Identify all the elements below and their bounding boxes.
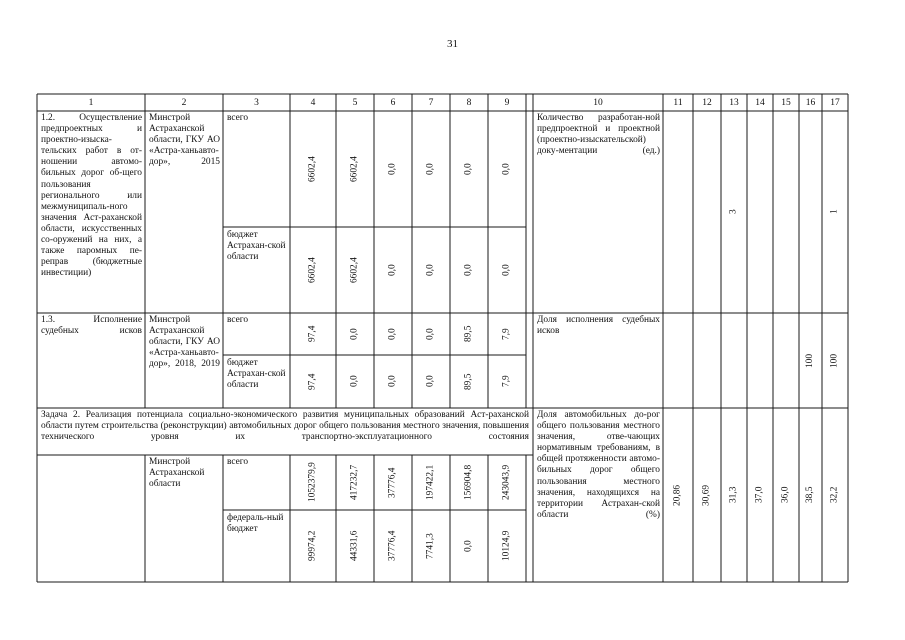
- value-cell: 99974,2: [307, 530, 318, 562]
- value-cell: 197422,1: [425, 464, 436, 501]
- target-cell: [747, 111, 773, 313]
- target-cell: [693, 111, 721, 313]
- col-header-5: 5: [352, 98, 358, 108]
- value-cell: 44331,6: [349, 530, 360, 562]
- value-cell: 37776,4: [387, 467, 398, 498]
- source-budget-1-3: бюджет Астрахан-ской области: [227, 358, 286, 391]
- target-cell: 37,0: [754, 486, 765, 504]
- target-cell: 38,5: [805, 486, 815, 504]
- value-cell: 6602,4: [349, 156, 360, 182]
- target-cell: 31,3: [728, 486, 739, 504]
- indicator-task-2: Доля автомобильных до-рог общего пользования местного значения, отве-чающих нормативным требованиям, в общей протяженности автомо-бильных дорог общего пользования местного значения, находящихся на территории Астрахан-ской области (%): [537, 410, 660, 520]
- col-header-16: 16: [805, 98, 816, 108]
- value-cell: 0,0: [463, 540, 474, 552]
- source-total-1-2: всего: [227, 113, 249, 123]
- col-header-6: 6: [390, 98, 396, 108]
- value-cell: 243043,9: [501, 464, 512, 501]
- value-cell: 0,0: [387, 328, 398, 340]
- executor-task-2: Минстрой Астраханской области: [149, 457, 205, 490]
- value-cell: 10124,9: [501, 530, 512, 562]
- target-cell: [773, 313, 799, 408]
- target-cell: 100: [829, 353, 840, 368]
- target-cell: 30,69: [701, 484, 712, 506]
- value-cell: 37776,4: [387, 530, 398, 562]
- col-header-9: 9: [504, 98, 510, 108]
- target-cell: [721, 313, 747, 408]
- target-cell: 100: [805, 353, 815, 368]
- target-cell: 36,0: [780, 486, 791, 504]
- executor-1-3: Минстрой Астраханской области, ГКУ АО «Астра-ханьавто-дор», 2018, 2019: [149, 315, 220, 370]
- value-cell: 0,0: [501, 264, 512, 276]
- value-cell: 97,4: [307, 373, 318, 390]
- target-cell: [773, 111, 799, 313]
- col-header-7: 7: [428, 98, 434, 108]
- value-cell: 7,9: [501, 375, 512, 388]
- target-cell: 3: [728, 209, 739, 215]
- measure-1-2: 1.2. Осуществление предпроектных и проектно-изыска-тельских работ в от-ношении автомо-бильных дорог об-щего пользования регионального или межмуниципаль-ного значения Аст-раханской области, искусственных со-оружений на них, а также паромных пе-реправ (бюджетные инвестиции): [41, 113, 142, 279]
- indicator-1-3: Доля исполнения судебных исков: [537, 315, 660, 337]
- target-cell: [663, 313, 693, 408]
- target-cell: 1: [829, 209, 840, 215]
- target-cell: [799, 111, 822, 313]
- value-cell: 0,0: [349, 328, 360, 340]
- value-cell: 6602,4: [307, 257, 318, 283]
- value-cell: 0,0: [425, 264, 436, 276]
- col-header-8: 8: [466, 98, 472, 108]
- source-federal-task-2: федераль-ный бюджет: [227, 513, 284, 535]
- value-cell: 7,9: [501, 328, 512, 340]
- task-2-title: Задача 2. Реализация потенциала социально-экономического развития муниципальных образований Аст-раханской области путем строительства (реконструкции) автомобильных дорог общего пользования местного значения, повышения технического уровня их транспортно-эксплуатационного состояния: [41, 410, 529, 443]
- col-header-13: 13: [729, 98, 739, 108]
- value-cell: 0,0: [425, 375, 436, 388]
- col-header-12: 12: [702, 98, 712, 108]
- source-budget-1-2: бюджет Астрахан-ской области: [227, 230, 286, 263]
- target-cell: [693, 313, 721, 408]
- value-cell: 97,4: [307, 325, 318, 343]
- col-header-4: 4: [310, 98, 316, 108]
- source-total-task-2: всего: [227, 457, 249, 467]
- value-cell: 0,0: [463, 163, 474, 175]
- value-cell: 89,5: [463, 373, 474, 390]
- target-cell: 20,86: [672, 484, 683, 506]
- page-number: 31: [447, 38, 458, 50]
- value-cell: 0,0: [349, 375, 360, 388]
- target-cell: 32,2: [829, 486, 840, 504]
- col-header-15: 15: [781, 98, 791, 108]
- executor-1-2: Минстрой Астраханской области, ГКУ АО «Астра-ханьавто-дор», 2015: [149, 113, 220, 168]
- value-cell: 417232,7: [349, 464, 360, 501]
- value-cell: 0,0: [463, 264, 474, 276]
- value-cell: 6602,4: [349, 257, 360, 283]
- col-header-2: 2: [181, 98, 187, 108]
- target-cell: [747, 313, 773, 408]
- col-header-17: 17: [830, 98, 840, 108]
- value-cell: 0,0: [501, 163, 512, 175]
- value-cell: 0,0: [387, 375, 398, 388]
- col-header-14: 14: [755, 98, 765, 108]
- source-total-1-3: всего: [227, 315, 249, 325]
- col-header-10: 10: [593, 98, 603, 108]
- measure-1-3: 1.3. Исполнение судебных исков: [41, 315, 142, 337]
- target-cell: [663, 111, 693, 313]
- value-cell: 1052379,9: [307, 462, 318, 503]
- value-cell: 0,0: [387, 163, 398, 175]
- value-cell: 6602,4: [307, 156, 318, 182]
- col-header-11: 11: [673, 98, 683, 108]
- value-cell: 89,5: [463, 325, 474, 343]
- value-cell: 0,0: [387, 264, 398, 276]
- value-cell: 0,0: [425, 163, 436, 175]
- value-cell: 0,0: [425, 328, 436, 340]
- value-cell: 156904,8: [463, 464, 474, 501]
- value-cell: 7741,3: [425, 533, 436, 559]
- indicator-1-2: Количество разработан-ной предпроектной и проектной (проектно-изыскательской) доку-ментации (ед.): [537, 113, 660, 157]
- col-header-3: 3: [254, 98, 259, 108]
- col-header-1: 1: [88, 98, 94, 108]
